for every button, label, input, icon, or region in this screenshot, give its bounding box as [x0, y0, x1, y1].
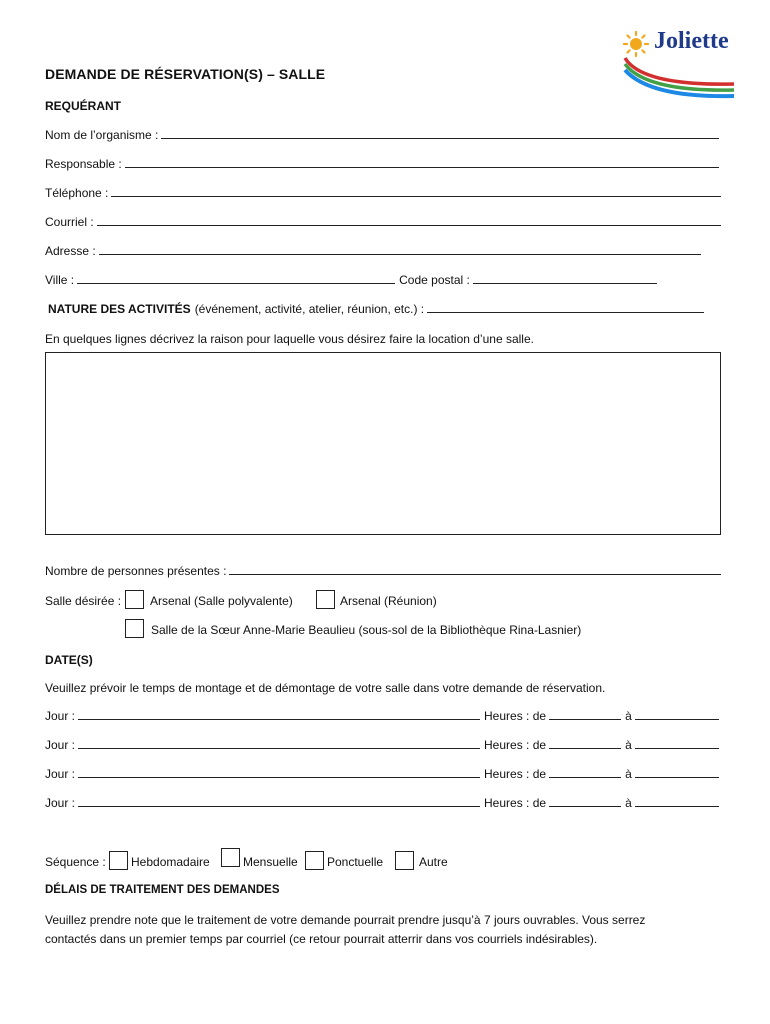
courriel-label: Courriel : [45, 215, 94, 229]
ponctuelle-label: Ponctuelle [327, 855, 384, 869]
jour-blank[interactable] [78, 777, 480, 778]
nature-instruction: En quelques lignes décrivez la raison pour laquelle vous désirez faire la location d’une salle. [45, 332, 534, 346]
heure-fin-blank[interactable] [635, 748, 719, 749]
heures-label: Heures : de [484, 709, 547, 723]
ponctuelle-checkbox[interactable] [305, 851, 324, 870]
heure-fin-blank[interactable] [635, 777, 719, 778]
jour-label: Jour : [45, 738, 76, 752]
sun-icon [624, 32, 648, 56]
organisme-label: Nom de l’organisme : [45, 128, 159, 142]
logo-text: Joliette [654, 28, 729, 54]
ville-label: Ville : [45, 273, 75, 287]
adresse-label: Adresse : [45, 244, 96, 258]
salle-reunion-checkbox[interactable] [316, 590, 335, 609]
delais-text-line-1: Veuillez prendre note que le traitement de votre demande pourrait prendre jusqu’à 7 jours ouvrables. Vous serrez [45, 913, 646, 927]
ville-blank[interactable] [77, 283, 395, 284]
delais-text [45, 911, 735, 949]
personnes-blank[interactable] [229, 574, 721, 575]
organisme-blank[interactable] [161, 138, 719, 139]
mensuelle-checkbox[interactable] [221, 848, 240, 867]
autre-checkbox[interactable] [395, 851, 414, 870]
jour-blank[interactable] [78, 719, 480, 720]
heures-label: Heures : de [484, 767, 547, 781]
description-textarea[interactable] [45, 352, 721, 535]
form-title: DEMANDE DE RÉSERVATION(S) – SALLE [45, 66, 326, 82]
code-postal-blank[interactable] [473, 283, 657, 284]
a-label: à [625, 738, 632, 752]
jour-row-4 [45, 796, 719, 810]
delais-heading: DÉLAIS DE TRAITEMENT DES DEMANDES [45, 884, 280, 896]
telephone-label: Téléphone : [45, 186, 109, 200]
dates-instruction: Veuillez prévoir le temps de montage et de démontage de votre salle dans votre demande de réservation. [45, 681, 606, 695]
requerant-heading: REQUÉRANT [45, 99, 122, 113]
salle-polyvalente-checkbox[interactable] [125, 590, 144, 609]
responsable-field[interactable] [45, 157, 719, 171]
courriel-field[interactable] [45, 215, 721, 229]
personnes-field[interactable] [45, 564, 721, 578]
courriel-blank[interactable] [97, 225, 721, 226]
jour-label: Jour : [45, 796, 76, 810]
heures-label: Heures : de [484, 738, 547, 752]
a-label: à [625, 767, 632, 781]
nature-field[interactable] [48, 302, 704, 316]
heure-debut-blank[interactable] [549, 806, 621, 807]
heure-fin-blank[interactable] [635, 806, 719, 807]
heure-debut-blank[interactable] [549, 748, 621, 749]
responsable-label: Responsable : [45, 157, 122, 171]
a-label: à [625, 796, 632, 810]
code-postal-label: Code postal : [399, 273, 470, 287]
salle-beaulieu-label: Salle de la Sœur Anne-Marie Beaulieu (sous-sol de la Bibliothèque Rina-Lasnier) [151, 623, 582, 637]
heures-label: Heures : de [484, 796, 547, 810]
jour-blank[interactable] [78, 806, 480, 807]
jour-label: Jour : [45, 709, 76, 723]
salle-polyvalente-label: Arsenal (Salle polyvalente) [150, 594, 293, 608]
salle-reunion-label: Arsenal (Réunion) [340, 594, 437, 608]
delais-text-line-2: contactés dans un premier temps par courriel (ce retour pourrait atterrir dans vos courriels indésirables). [45, 932, 598, 946]
responsable-blank[interactable] [125, 167, 719, 168]
jour-blank[interactable] [78, 748, 480, 749]
jour-row-2 [45, 738, 719, 752]
personnes-label: Nombre de personnes présentes : [45, 564, 227, 578]
a-label: à [625, 709, 632, 723]
heure-debut-blank[interactable] [549, 777, 621, 778]
salle-beaulieu-checkbox[interactable] [125, 619, 144, 638]
autre-label: Autre [419, 855, 448, 869]
telephone-field[interactable] [45, 186, 721, 200]
ville-codepostal-row [45, 273, 657, 287]
mensuelle-label: Mensuelle [243, 855, 298, 869]
nature-blank[interactable] [427, 312, 704, 313]
adresse-field[interactable] [45, 244, 701, 258]
jour-row-1 [45, 709, 719, 723]
heure-debut-blank[interactable] [549, 719, 621, 720]
hebdomadaire-label: Hebdomadaire [131, 855, 210, 869]
sequence-label: Séquence : [45, 855, 106, 869]
hebdomadaire-checkbox[interactable] [109, 851, 128, 870]
dates-heading: DATE(S) [45, 653, 93, 667]
jour-row-3 [45, 767, 719, 781]
nature-heading: NATURE DES ACTIVITÉS [48, 302, 191, 316]
jour-label: Jour : [45, 767, 76, 781]
salle-label: Salle désirée : [45, 594, 122, 608]
heure-fin-blank[interactable] [635, 719, 719, 720]
nature-examples: (événement, activité, atelier, réunion, etc.) : [194, 302, 425, 316]
organisme-field[interactable] [45, 128, 719, 142]
telephone-blank[interactable] [111, 196, 721, 197]
adresse-blank[interactable] [99, 254, 701, 255]
